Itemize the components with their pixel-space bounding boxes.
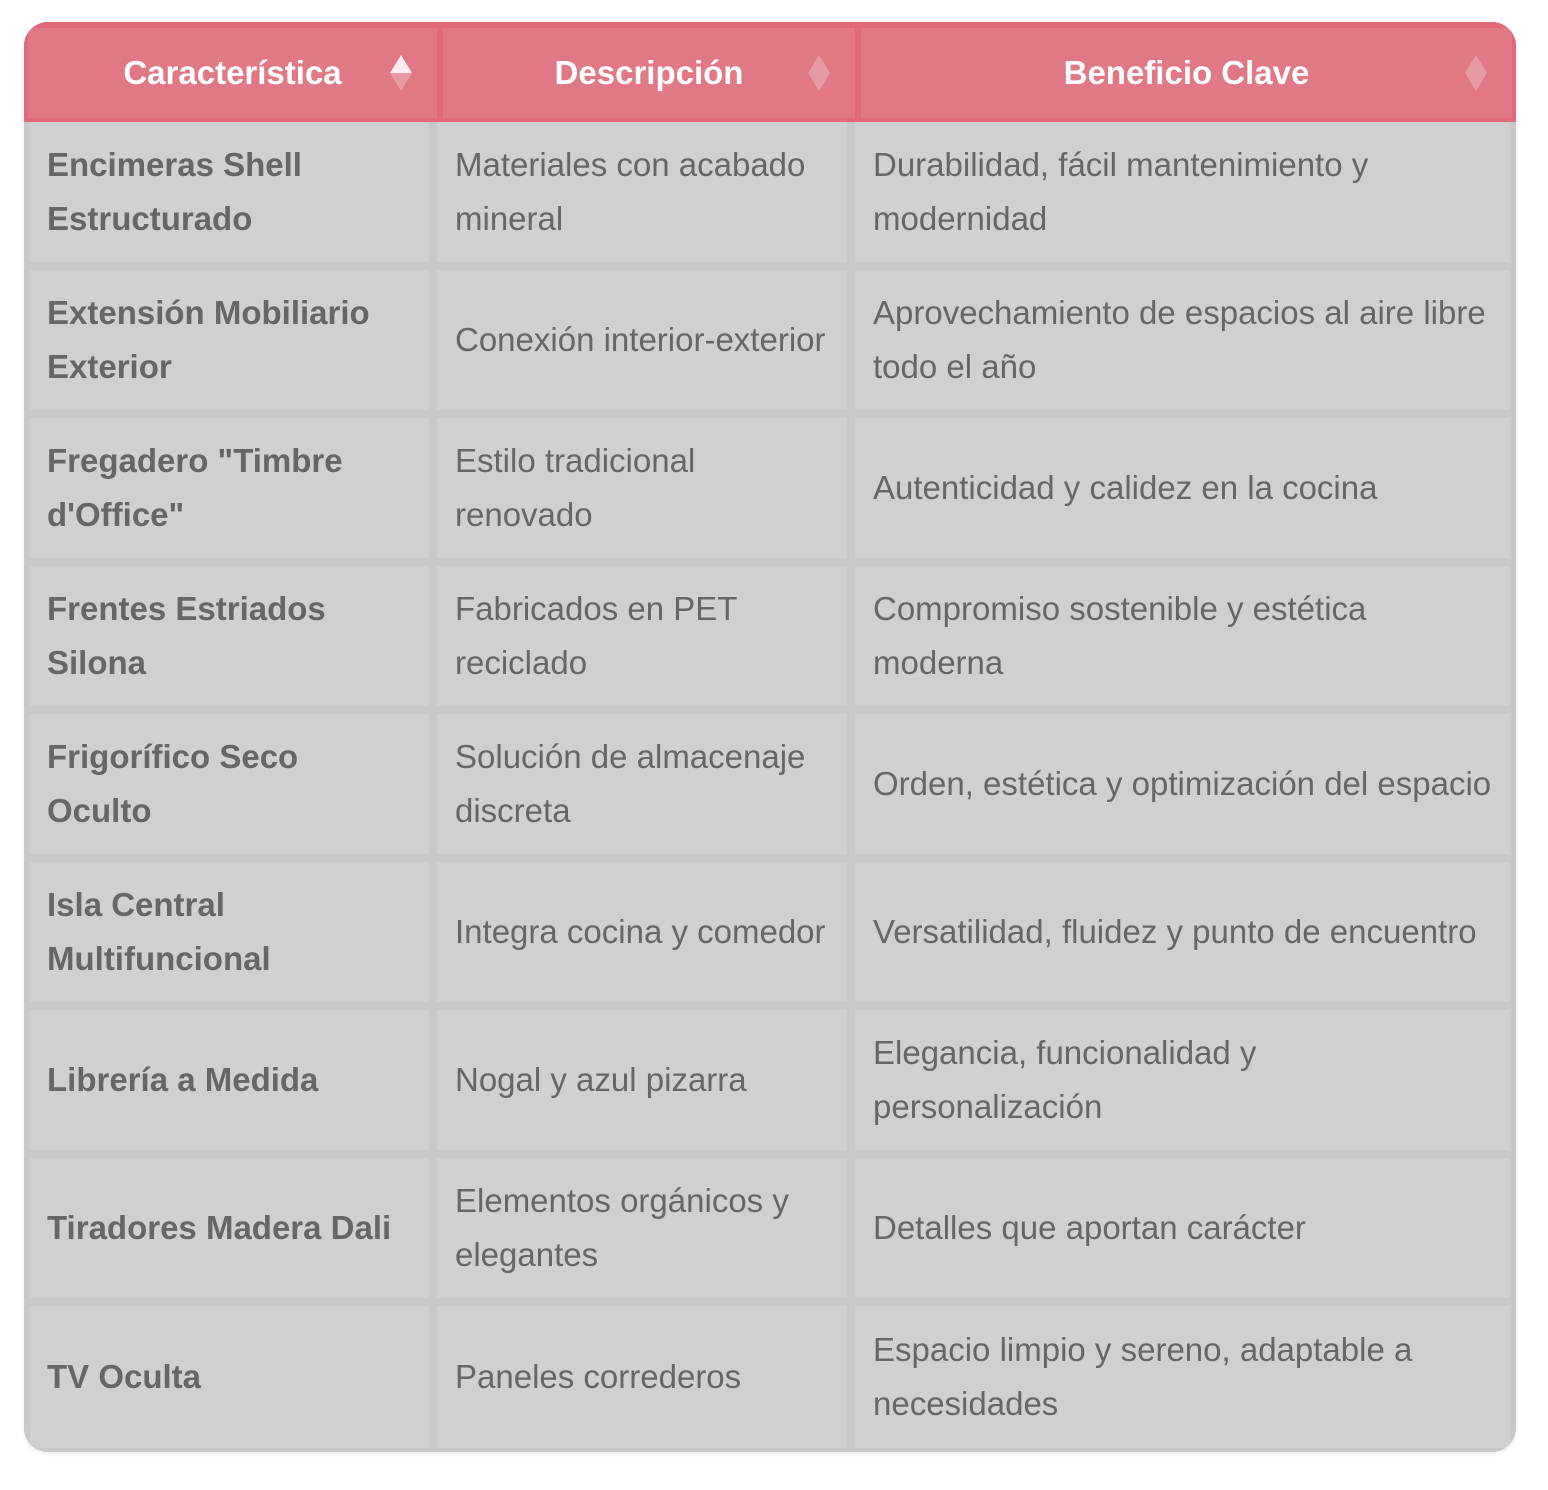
cell-feature: Extensión Mobiliario Exterior	[24, 270, 437, 418]
column-header-label: Beneficio Clave	[1063, 54, 1310, 91]
table-row	[24, 862, 1516, 1010]
cell-benefit: Orden, estética y optimización del espacio	[855, 714, 1516, 862]
cell-benefit: Detalles que aportan carácter	[855, 1158, 1516, 1306]
cell-description: Paneles correderos	[437, 1306, 855, 1452]
cell-feature: Frigorífico Seco Oculto	[24, 714, 437, 862]
cell-description: Estilo tradicional renovado	[437, 418, 855, 566]
table-row	[24, 122, 1516, 270]
table-row	[24, 566, 1516, 714]
features-table	[24, 22, 1516, 1452]
cell-description: Elementos orgánicos y elegantes	[437, 1158, 855, 1306]
cell-feature: Encimeras Shell Estructurado	[24, 122, 437, 270]
table-row	[24, 714, 1516, 862]
table-row	[24, 1158, 1516, 1306]
column-header-caracteristica[interactable]	[24, 22, 437, 122]
column-header-descripcion[interactable]	[437, 22, 855, 122]
cell-description: Conexión interior-exterior	[437, 270, 855, 418]
cell-benefit: Versatilidad, fluidez y punto de encuentro	[855, 862, 1516, 1010]
cell-benefit: Compromiso sostenible y estética moderna	[855, 566, 1516, 714]
column-header-beneficio-clave[interactable]	[855, 22, 1516, 122]
sort-ascending-icon[interactable]	[389, 53, 413, 93]
cell-feature: Isla Central Multifuncional	[24, 862, 437, 1010]
cell-benefit: Espacio limpio y sereno, adaptable a necesidades	[855, 1306, 1516, 1452]
table-header	[24, 22, 1516, 122]
table-row	[24, 418, 1516, 566]
cell-feature: Fregadero "Timbre d'Office"	[24, 418, 437, 566]
cell-description: Solución de almacenaje discreta	[437, 714, 855, 862]
cell-feature: Frentes Estriados Silona	[24, 566, 437, 714]
cell-description: Nogal y azul pizarra	[437, 1010, 855, 1158]
cell-benefit: Durabilidad, fácil mantenimiento y modernidad	[855, 122, 1516, 270]
sort-icon[interactable]	[1464, 53, 1488, 93]
table-row	[24, 1306, 1516, 1452]
cell-feature: Tiradores Madera Dali	[24, 1158, 437, 1306]
cell-description: Fabricados en PET reciclado	[437, 566, 855, 714]
cell-feature: Librería a Medida	[24, 1010, 437, 1158]
sort-icon[interactable]	[807, 53, 831, 93]
cell-benefit: Elegancia, funcionalidad y personalización	[855, 1010, 1516, 1158]
cell-benefit: Autenticidad y calidez en la cocina	[855, 418, 1516, 566]
cell-benefit: Aprovechamiento de espacios al aire libre todo el año	[855, 270, 1516, 418]
cell-feature: TV Oculta	[24, 1306, 437, 1452]
header-row	[24, 22, 1516, 122]
table-row	[24, 1010, 1516, 1158]
cell-description: Materiales con acabado mineral	[437, 122, 855, 270]
column-header-label: Característica	[123, 54, 342, 91]
column-header-label: Descripción	[554, 54, 744, 91]
table-row	[24, 270, 1516, 418]
table-body	[24, 122, 1516, 1452]
cell-description: Integra cocina y comedor	[437, 862, 855, 1010]
features-table-container	[24, 22, 1516, 1452]
